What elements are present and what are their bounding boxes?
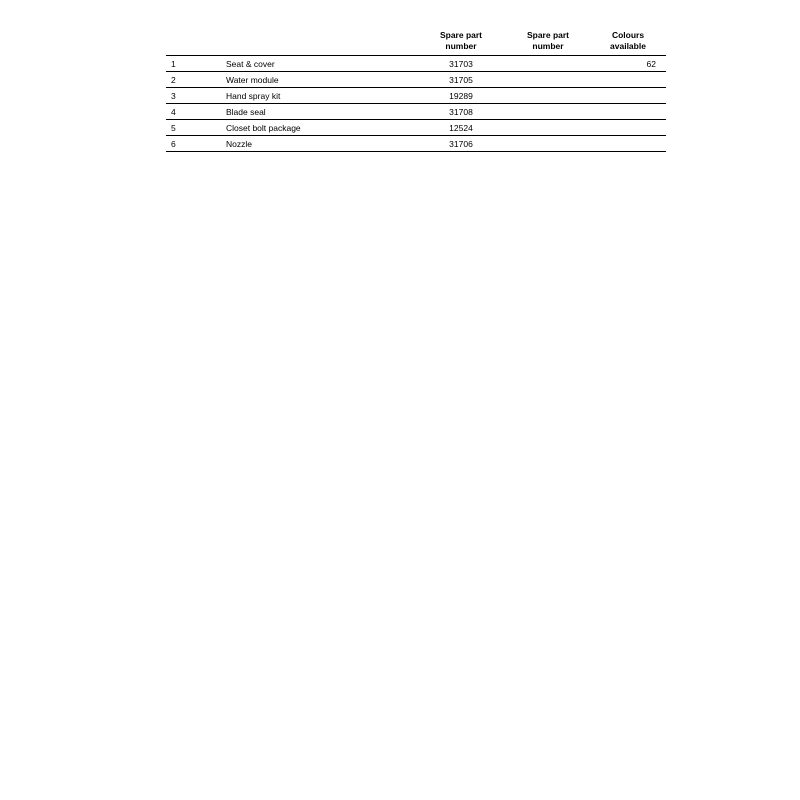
column-header-spare-part-number-1: [416, 30, 506, 56]
column-header-spare-part-number-2: [506, 30, 590, 56]
table-row: [166, 72, 666, 88]
column-header-colours-available-line2: available: [610, 41, 646, 51]
column-header-index: [166, 30, 194, 56]
table-row: [166, 56, 666, 72]
cell-colours-available: [590, 72, 666, 88]
column-header-colours-available-line1: Colours: [611, 30, 645, 40]
cell-spare-part-number-2: [506, 72, 590, 88]
cell-spare-part-number-1: 31703: [416, 56, 506, 72]
column-header-colours-available: [590, 30, 666, 56]
table-row: [166, 136, 666, 152]
cell-description: Water module: [194, 72, 416, 88]
column-header-description: [194, 30, 416, 56]
cell-spare-part-number-1: 31708: [416, 104, 506, 120]
column-header-spare-part-number-1-line1: Spare part: [439, 30, 483, 40]
cell-spare-part-number-1: 31706: [416, 136, 506, 152]
cell-colours-available: [590, 136, 666, 152]
table-body: [166, 56, 666, 152]
cell-index: 1: [166, 56, 194, 72]
cell-description: Seat & cover: [194, 56, 416, 72]
table-header-row: [166, 30, 666, 56]
cell-description: Nozzle: [194, 136, 416, 152]
cell-spare-part-number-2: [506, 120, 590, 136]
cell-description: Closet bolt package: [194, 120, 416, 136]
table-row: [166, 88, 666, 104]
cell-spare-part-number-2: [506, 136, 590, 152]
cell-spare-part-number-1: 12524: [416, 120, 506, 136]
cell-index: 4: [166, 104, 194, 120]
column-header-spare-part-number-2-line1: Spare part: [526, 30, 570, 40]
table-row: [166, 120, 666, 136]
column-header-spare-part-number-2-line2: number: [532, 41, 564, 51]
cell-spare-part-number-2: [506, 56, 590, 72]
cell-spare-part-number-1: 31705: [416, 72, 506, 88]
cell-description: Hand spray kit: [194, 88, 416, 104]
table-header: [166, 30, 666, 56]
cell-colours-available: 62: [590, 56, 666, 72]
cell-colours-available: [590, 88, 666, 104]
cell-index: 2: [166, 72, 194, 88]
cell-colours-available: [590, 120, 666, 136]
cell-index: 5: [166, 120, 194, 136]
cell-spare-part-number-2: [506, 88, 590, 104]
cell-index: 3: [166, 88, 194, 104]
cell-description: Blade seal: [194, 104, 416, 120]
cell-index: 6: [166, 136, 194, 152]
cell-spare-part-number-1: 19289: [416, 88, 506, 104]
table-row: [166, 104, 666, 120]
column-header-spare-part-number-1-line2: number: [445, 41, 477, 51]
spare-parts-table: [166, 30, 666, 152]
cell-spare-part-number-2: [506, 104, 590, 120]
cell-colours-available: [590, 104, 666, 120]
